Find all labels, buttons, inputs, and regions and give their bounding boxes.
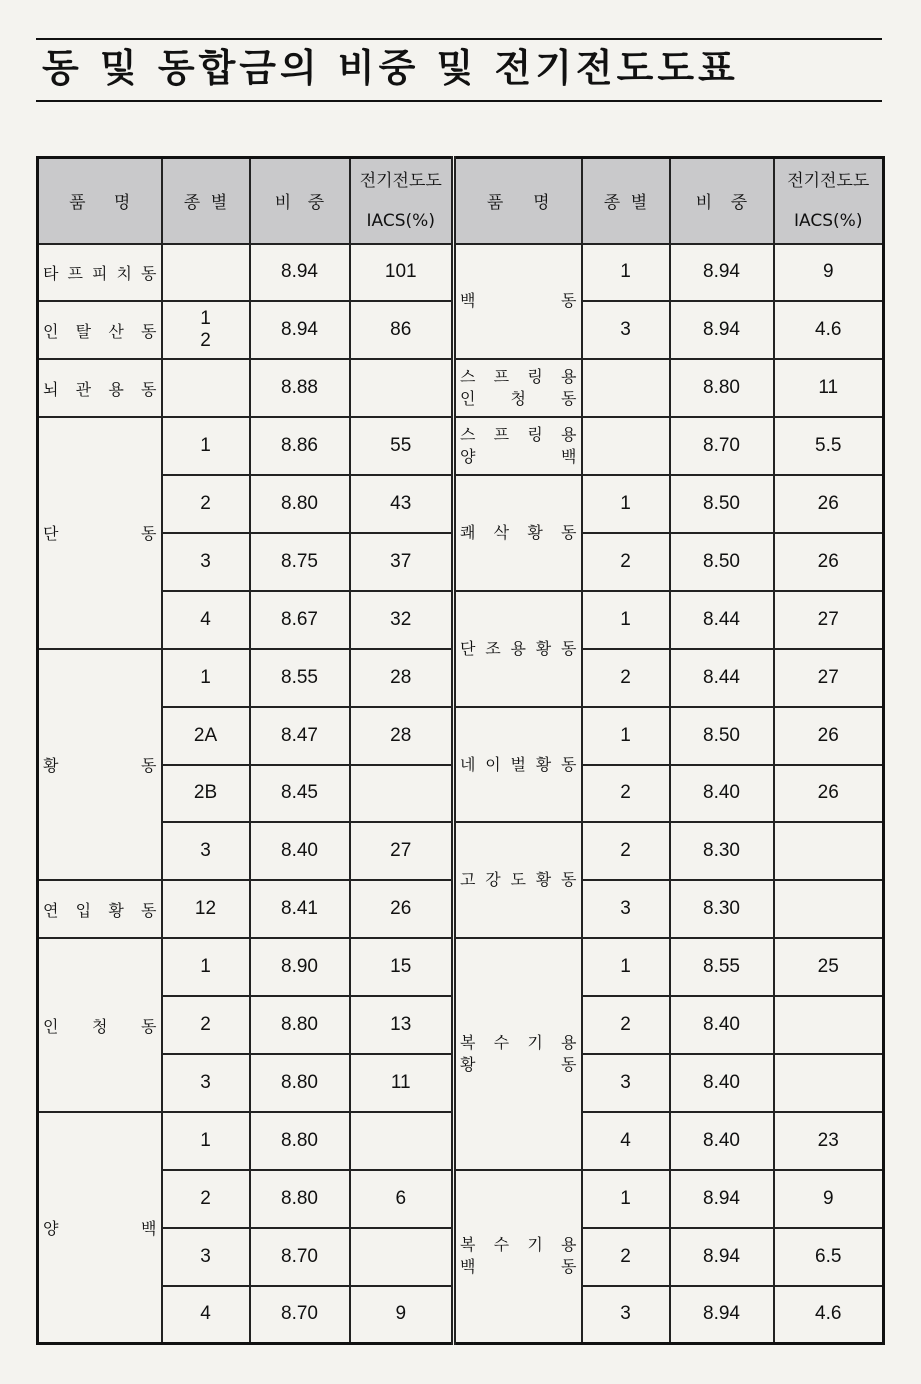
gravity-cell: 8.70: [250, 1228, 350, 1286]
grade-cell: 2: [582, 533, 670, 591]
material-name: [454, 359, 582, 417]
name-char: 고: [460, 870, 476, 890]
grade-cell: 1: [582, 475, 670, 533]
grade-line: 2: [200, 330, 211, 352]
name-char: 인: [460, 389, 476, 409]
iacs-cell: 26: [350, 880, 454, 938]
name-char: 삭: [493, 522, 510, 542]
iacs-cell: 11: [350, 1054, 454, 1112]
name-char: 동: [561, 522, 577, 542]
gravity-cell: 8.40: [670, 1054, 774, 1112]
gravity-cell: 8.80: [670, 359, 774, 417]
header-gravity-left: 비 중: [250, 158, 350, 244]
iacs-cell: 6: [350, 1170, 454, 1228]
grade-cell: [582, 417, 670, 475]
grade-cell: 2: [582, 765, 670, 823]
name-char: 탈: [75, 321, 92, 341]
name-char: 타: [43, 263, 59, 283]
material-name: [454, 475, 582, 591]
grade-cell: 1: [582, 1170, 670, 1228]
material-name: [454, 244, 582, 360]
gravity-cell: 8.94: [670, 1286, 774, 1344]
name-char: 강: [485, 870, 501, 890]
iacs-cell: [774, 996, 884, 1054]
material-name: [454, 417, 582, 475]
iacs-cell: [774, 822, 884, 880]
material-name: [454, 938, 582, 1170]
grade-cell: 3: [162, 1054, 250, 1112]
gravity-cell: 8.55: [670, 938, 774, 996]
gravity-cell: 8.41: [250, 880, 350, 938]
name-char: 동: [141, 263, 157, 283]
table-row: [38, 938, 884, 996]
name-char: 양: [460, 447, 476, 467]
name-char: 황: [535, 754, 552, 774]
iacs-cell: 101: [350, 244, 454, 302]
grade-cell: [582, 359, 670, 417]
name-char: 프: [67, 263, 83, 283]
gravity-cell: 8.44: [670, 591, 774, 649]
gravity-cell: 8.40: [670, 1112, 774, 1170]
gravity-cell: 8.90: [250, 938, 350, 996]
iacs-cell: 4.6: [774, 301, 884, 359]
material-name: [38, 417, 162, 649]
name-char: 링: [527, 367, 543, 387]
iacs-cell: [350, 1112, 454, 1170]
iacs-cell: 5.5: [774, 417, 884, 475]
name-char: 스: [460, 367, 476, 387]
grade-cell: 1: [162, 1112, 250, 1170]
grade-cell: 2: [582, 996, 670, 1054]
grade-cell: 1: [582, 591, 670, 649]
material-name: [454, 822, 582, 938]
grade-cell: 2: [162, 475, 250, 533]
gravity-cell: 8.94: [670, 244, 774, 302]
iacs-cell: [350, 359, 454, 417]
iacs-cell: [350, 765, 454, 823]
name-char: 프: [493, 367, 510, 387]
name-char: 복: [460, 1032, 476, 1052]
name-char: 조: [485, 638, 501, 658]
material-name: [38, 938, 162, 1112]
name-char: 용: [561, 1235, 577, 1255]
gravity-cell: 8.44: [670, 649, 774, 707]
iacs-cell: 37: [350, 533, 454, 591]
material-name: [38, 1112, 162, 1344]
grade-cell: 1: [162, 649, 250, 707]
gravity-cell: 8.30: [670, 880, 774, 938]
grade-cell: 2: [582, 649, 670, 707]
gravity-cell: 8.50: [670, 475, 774, 533]
name-char: 동: [561, 389, 577, 409]
name-char: 황: [527, 522, 543, 542]
iacs-cell: 23: [774, 1112, 884, 1170]
name-char: 수: [493, 1235, 510, 1255]
grade-cell: 1: [162, 938, 250, 996]
name-char: 동: [561, 754, 577, 774]
name-char: 동: [561, 638, 577, 658]
gravity-cell: 8.86: [250, 417, 350, 475]
gravity-cell: 8.40: [670, 765, 774, 823]
name-char: 백: [460, 291, 476, 311]
name-char: 백: [141, 1218, 157, 1238]
name-char: 단: [460, 638, 476, 658]
grade-cell: 3: [162, 1228, 250, 1286]
iacs-cell: 27: [774, 591, 884, 649]
grade-cell: 3: [582, 1054, 670, 1112]
material-name: [38, 880, 162, 938]
name-char: 인: [43, 321, 59, 341]
iacs-cell: 28: [350, 707, 454, 765]
gravity-cell: 8.94: [670, 1228, 774, 1286]
grade-cell: 12: [162, 880, 250, 938]
table-row: [38, 707, 884, 765]
name-char: 프: [493, 425, 510, 445]
gravity-cell: 8.45: [250, 765, 350, 823]
gravity-cell: 8.94: [250, 301, 350, 359]
name-char: 링: [527, 425, 543, 445]
grade-cell: 1: [582, 938, 670, 996]
iacs-cell: 32: [350, 591, 454, 649]
header-grade-right: 종 별: [582, 158, 670, 244]
grade-cell: 3: [582, 1286, 670, 1344]
name-char: 황: [535, 870, 552, 890]
gravity-cell: 8.40: [250, 822, 350, 880]
gravity-cell: 8.80: [250, 1054, 350, 1112]
name-char: 관: [75, 379, 92, 399]
conductivity-table: [36, 156, 885, 1345]
grade-cell: 3: [162, 822, 250, 880]
grade-cell: 3: [582, 880, 670, 938]
grade-cell: 2: [582, 1228, 670, 1286]
name-char: 치: [116, 263, 132, 283]
name-char: 황: [43, 756, 59, 776]
name-char: 입: [75, 900, 92, 920]
iacs-cell: 26: [774, 707, 884, 765]
grade-cell: 2: [582, 822, 670, 880]
table-row: [38, 1170, 884, 1228]
iacs-cell: 27: [350, 822, 454, 880]
name-char: 청: [92, 1016, 108, 1036]
iacs-cell: [350, 1228, 454, 1286]
name-char: 도: [510, 870, 526, 890]
material-name: [38, 359, 162, 417]
name-char: 인: [43, 1016, 59, 1036]
name-char: 단: [43, 524, 59, 544]
title-bottom-rule: [36, 100, 882, 102]
name-char: 연: [43, 900, 59, 920]
name-char: 복: [460, 1235, 476, 1255]
iacs-cell: 6.5: [774, 1228, 884, 1286]
grade-cell: 1: [162, 417, 250, 475]
iacs-cell: [774, 1054, 884, 1112]
grade-cell: 1: [582, 707, 670, 765]
gravity-cell: 8.88: [250, 359, 350, 417]
gravity-cell: 8.94: [670, 301, 774, 359]
iacs-cell: 15: [350, 938, 454, 996]
iacs-cell: 55: [350, 417, 454, 475]
grade-cell: 2: [162, 996, 250, 1054]
grade-cell: 2: [162, 1170, 250, 1228]
material-name: [454, 707, 582, 823]
name-char: 용: [108, 379, 124, 399]
name-char: 백: [460, 1257, 476, 1277]
material-name: [38, 301, 162, 359]
title-top-rule: [36, 38, 882, 40]
name-char: 네: [460, 754, 476, 774]
name-char: 기: [527, 1032, 543, 1052]
grade-cell: 2A: [162, 707, 250, 765]
iacs-cell: 13: [350, 996, 454, 1054]
iacs-cell: 27: [774, 649, 884, 707]
iacs-cell: 86: [350, 301, 454, 359]
grade-cell: 1: [582, 244, 670, 302]
header-grade-left: 종 별: [162, 158, 250, 244]
gravity-cell: 8.50: [670, 533, 774, 591]
grade-cell: 4: [162, 591, 250, 649]
name-char: 황: [535, 638, 552, 658]
gravity-cell: 8.94: [250, 244, 350, 302]
name-char: 쾌: [460, 522, 476, 542]
name-char: 황: [108, 900, 124, 920]
iacs-cell: 11: [774, 359, 884, 417]
gravity-cell: 8.80: [250, 996, 350, 1054]
gravity-cell: 8.70: [670, 417, 774, 475]
name-char: 양: [43, 1218, 59, 1238]
gravity-cell: 8.67: [250, 591, 350, 649]
name-char: 스: [460, 425, 476, 445]
iacs-cell: 26: [774, 475, 884, 533]
name-char: 동: [561, 870, 577, 890]
name-char: 동: [141, 756, 157, 776]
grade-cell: 2B: [162, 765, 250, 823]
name-char: 이: [485, 754, 501, 774]
table-row: [38, 591, 884, 649]
iacs-cell: 9: [774, 1170, 884, 1228]
name-char: 동: [141, 900, 157, 920]
gravity-cell: 8.47: [250, 707, 350, 765]
name-char: 동: [141, 321, 157, 341]
iacs-cell: 9: [350, 1286, 454, 1344]
name-char: 동: [141, 1016, 157, 1036]
table-row: [38, 822, 884, 880]
name-char: 동: [141, 524, 157, 544]
gravity-cell: 8.80: [250, 1112, 350, 1170]
header-conductivity-left: 전기전도도 IACS(%): [350, 158, 454, 244]
grade-cell: 3: [162, 533, 250, 591]
grade-cell: 4: [162, 1286, 250, 1344]
header-name-right: 품 명: [454, 158, 582, 244]
name-char: 동: [561, 291, 577, 311]
name-char: 산: [108, 321, 124, 341]
material-name: [454, 1170, 582, 1344]
table-row: [38, 417, 884, 475]
grade-cell: 4: [582, 1112, 670, 1170]
gravity-cell: 8.75: [250, 533, 350, 591]
grade-cell: [162, 359, 250, 417]
gravity-cell: 8.80: [250, 475, 350, 533]
gravity-cell: 8.80: [250, 1170, 350, 1228]
name-char: 벌: [510, 754, 526, 774]
name-char: 동: [561, 1257, 577, 1277]
name-char: 용: [510, 638, 526, 658]
gravity-cell: 8.30: [670, 822, 774, 880]
name-char: 동: [561, 1054, 577, 1074]
name-char: 백: [561, 447, 577, 467]
header-name-left: 품 명: [38, 158, 162, 244]
name-char: 청: [510, 389, 526, 409]
page-title: 동 및 동합금의 비중 및 전기전도도표: [42, 46, 739, 90]
table-row: [38, 359, 884, 417]
name-char: 동: [141, 379, 157, 399]
iacs-cell: 26: [774, 533, 884, 591]
name-char: 황: [460, 1054, 476, 1074]
gravity-cell: 8.40: [670, 996, 774, 1054]
iacs-cell: 9: [774, 244, 884, 302]
name-char: 기: [527, 1235, 543, 1255]
name-char: 피: [92, 263, 108, 283]
grade-cell: [162, 244, 250, 302]
header-gravity-right: 비 중: [670, 158, 774, 244]
iacs-cell: 26: [774, 765, 884, 823]
iacs-cell: 4.6: [774, 1286, 884, 1344]
name-char: 뇌: [43, 379, 59, 399]
grade-line: 1: [200, 308, 211, 330]
name-char: 수: [493, 1032, 510, 1052]
table-row: [38, 244, 884, 302]
header-row: [38, 158, 884, 244]
gravity-cell: 8.94: [670, 1170, 774, 1228]
gravity-cell: 8.50: [670, 707, 774, 765]
header-conductivity-right: 전기전도도 IACS(%): [774, 158, 884, 244]
grade-cell: 3: [582, 301, 670, 359]
table-row: [38, 475, 884, 533]
iacs-cell: 28: [350, 649, 454, 707]
gravity-cell: 8.70: [250, 1286, 350, 1344]
material-name: [38, 649, 162, 881]
iacs-cell: 43: [350, 475, 454, 533]
name-char: 용: [561, 1032, 577, 1052]
iacs-cell: 25: [774, 938, 884, 996]
material-name: [454, 591, 582, 707]
iacs-cell: [774, 880, 884, 938]
gravity-cell: 8.55: [250, 649, 350, 707]
name-char: 용: [561, 367, 577, 387]
grade-cell: [162, 301, 250, 359]
name-char: 용: [561, 425, 577, 445]
material-name: [38, 244, 162, 302]
